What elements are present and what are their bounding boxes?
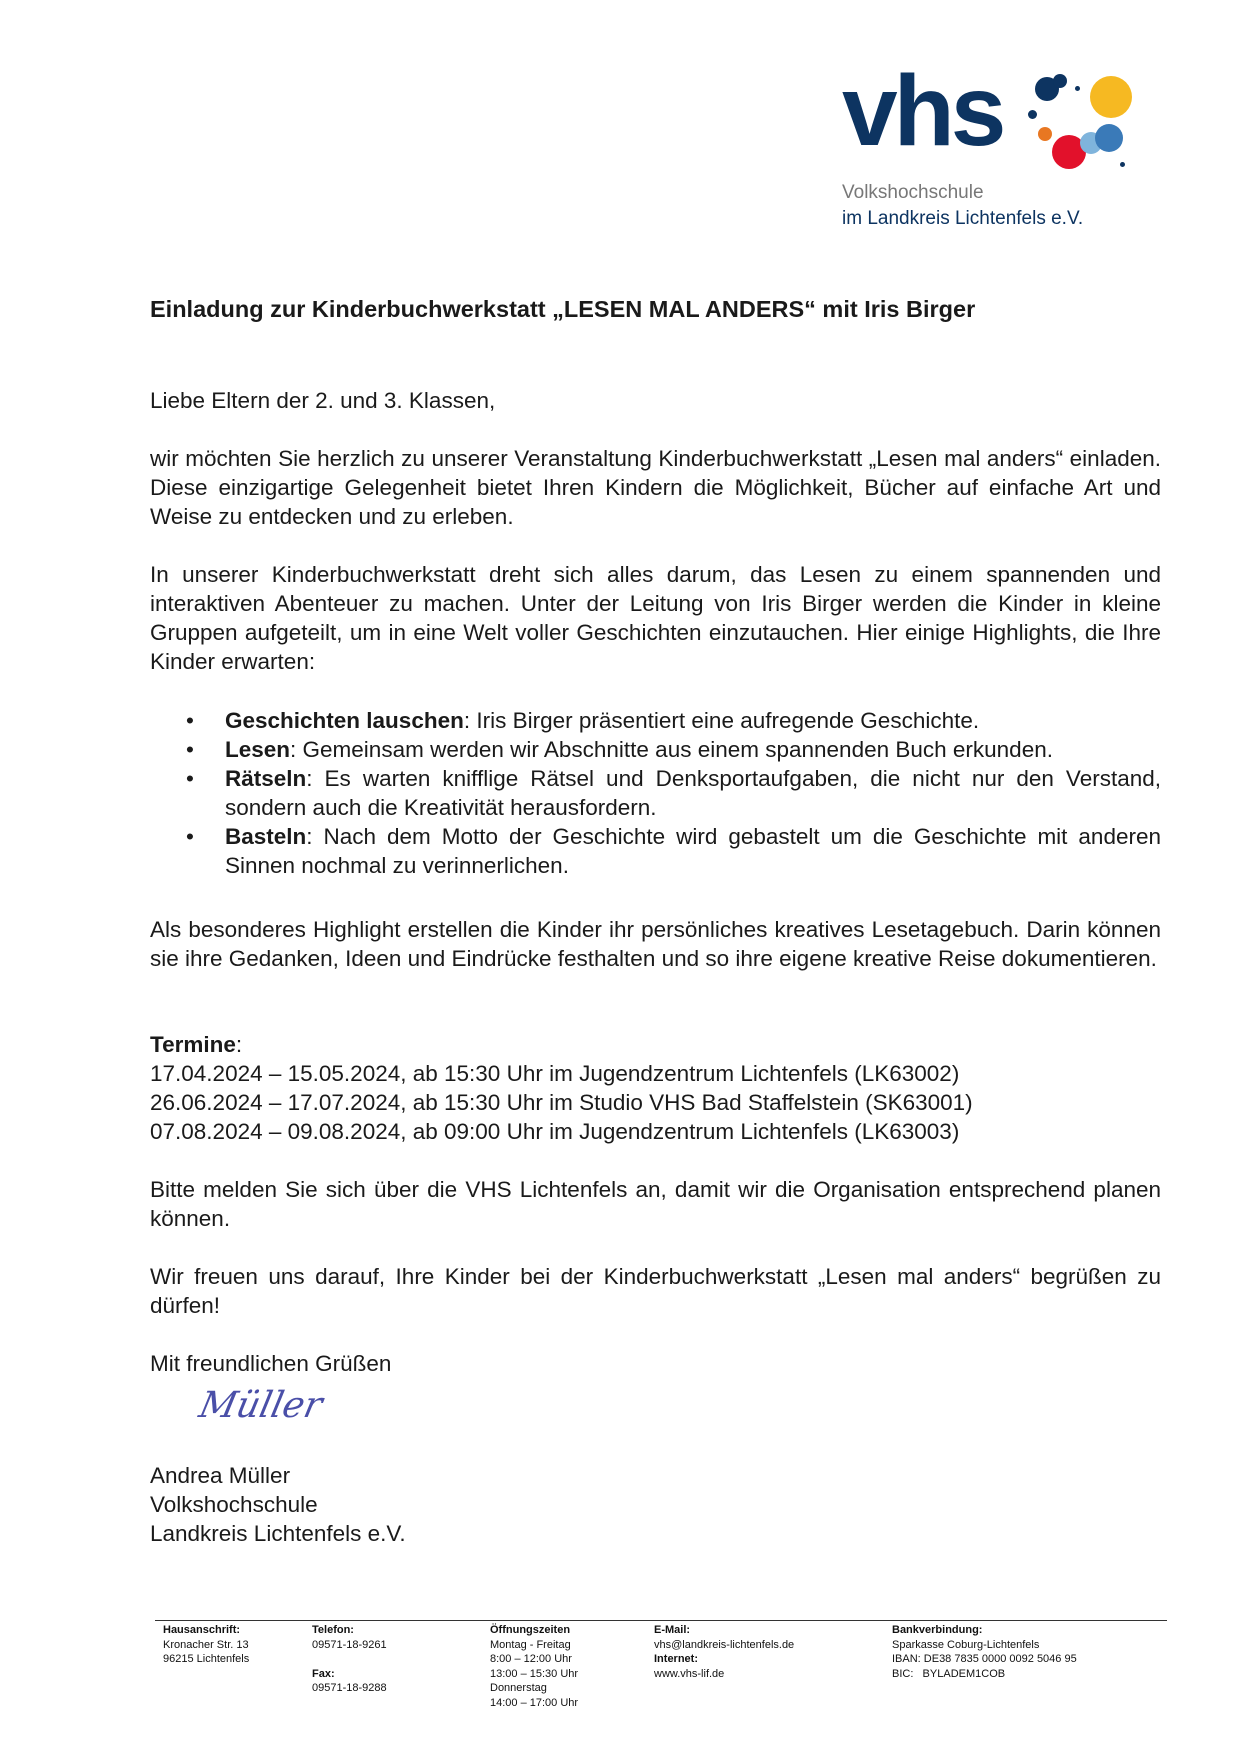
highlight-text: : Gemeinsam werden wir Abschnitte aus einem spannenden Buch erkunden.	[290, 737, 1053, 762]
footer-address	[163, 1623, 249, 1667]
logo-dot	[1038, 127, 1052, 141]
email-link[interactable]: vhs@landkreis-lichtenfels.de	[654, 1638, 795, 1651]
logo-wordmark: vhs	[842, 55, 1003, 167]
salutation: Liebe Eltern der 2. und 3. Klassen,	[150, 388, 496, 413]
footer-label: Hausanschrift:	[163, 1624, 241, 1636]
paragraph-workshop: In unserer Kinderbuchwerkstatt dreht sich alles darum, das Lesen zu einem spannenden und interaktiven Abenteuer zu machen. Unter der Leitung von Iris Birger werden die Kinder in kleine Gruppen aufgeteilt, um in eine Welt voller Geschichten einzutauchen. Hier einige Highlights, die Ihre Kinder erwarten:	[150, 562, 1161, 674]
closing-greeting: Mit freundlichen Grüßen	[150, 1351, 392, 1376]
footer-text: 14:00 – 17:00 Uhr	[490, 1696, 579, 1709]
highlight-term: Geschichten lauschen	[225, 708, 464, 733]
highlight-text: : Iris Birger präsentiert eine aufregende Geschichte.	[463, 708, 980, 733]
logo-dot	[1053, 74, 1067, 88]
footer-text: Montag - Freitag	[490, 1638, 571, 1651]
list-item	[150, 735, 1161, 764]
footer-label: Internet:	[654, 1653, 698, 1665]
sender-org: Volkshochschule	[150, 1492, 318, 1517]
paragraph-intro: wir möchten Sie herzlich zu unserer Veranstaltung Kinderbuchwerkstatt „Lesen mal anders“ einladen. Diese einzigartige Gelegenheit bietet Ihren Kindern die Möglichkeit, Bücher auf einfache Art und Weise zu entdecken und zu erleben.	[150, 446, 1161, 529]
footer-label: Öffnungszeiten	[490, 1624, 571, 1636]
vhs-logo	[840, 55, 1140, 237]
footer-text: Kronacher Str. 13	[163, 1638, 249, 1651]
logo-line2: im Landkreis Lichtenfels e.V.	[842, 208, 1084, 229]
website-link[interactable]: www.vhs-lif.de	[654, 1667, 725, 1680]
highlight-term: Rätseln	[225, 766, 307, 791]
footer-text: BIC: BYLADEM1COB	[892, 1667, 1006, 1680]
list-item	[150, 764, 1161, 822]
sender-block	[150, 1461, 1161, 1548]
footer-label: Fax:	[312, 1667, 335, 1680]
date-item: 17.04.2024 – 15.05.2024, ab 15:30 Uhr im Jugendzentrum Lichtenfels (LK63002)	[150, 1061, 960, 1086]
termine-label: Termine	[150, 1032, 236, 1057]
paragraph-registration: Bitte melden Sie sich über die VHS Lichtenfels an, damit wir die Organisation entsprechend planen können.	[150, 1177, 1161, 1231]
termine-colon: :	[235, 1032, 243, 1057]
highlight-text: : Es warten knifflige Rätsel und Denksportaufgaben, die nicht nur den Verstand, sondern auch die Kreativität herausfordern.	[225, 766, 1161, 820]
logo-dot	[1095, 124, 1123, 152]
termine-section	[150, 1030, 1161, 1146]
footer-text: 96215 Lichtenfels	[163, 1653, 250, 1665]
sender-name: Andrea Müller	[150, 1463, 291, 1488]
footer-divider	[155, 1620, 1167, 1621]
date-item: 26.06.2024 – 17.07.2024, ab 15:30 Uhr im Studio VHS Bad Staffelstein (SK63001)	[150, 1090, 973, 1115]
footer-phone	[312, 1623, 387, 1696]
list-item	[150, 822, 1161, 880]
highlight-term: Lesen	[225, 737, 291, 762]
footer-hours	[490, 1623, 578, 1710]
handwritten-signature: Müller	[195, 1385, 326, 1426]
footer-text: Donnerstag	[490, 1682, 547, 1694]
logo-dot	[1028, 110, 1037, 119]
footer-text: 8:00 – 12:00 Uhr	[490, 1653, 572, 1665]
logo-dot	[1075, 86, 1080, 91]
fax-number: 09571-18-9288	[312, 1682, 387, 1694]
highlights-list	[150, 706, 1161, 880]
sender-org-location: Landkreis Lichtenfels e.V.	[150, 1521, 406, 1546]
list-item	[150, 706, 1161, 735]
footer-text: Sparkasse Coburg-Lichtenfels	[892, 1638, 1040, 1651]
highlight-text: : Nach dem Motto der Geschichte wird gebastelt um die Geschichte mit anderen Sinnen nochmal zu verinnerlichen.	[225, 824, 1161, 878]
letter-title: Einladung zur Kinderbuchwerkstatt „LESEN MAL ANDERS“ mit Iris Birger	[150, 296, 976, 322]
logo-dot	[1090, 76, 1132, 118]
highlight-term: Basteln	[225, 824, 307, 849]
footer-label: Telefon:	[312, 1624, 354, 1636]
logo-dot	[1120, 162, 1125, 167]
footer-bank	[892, 1623, 1077, 1681]
footer-text: IBAN: DE38 7835 0000 0092 5046 95	[892, 1653, 1077, 1665]
footer-label: Bankverbindung:	[892, 1624, 983, 1636]
footer-text: 13:00 – 15:30 Uhr	[490, 1667, 579, 1680]
paragraph-lesetagebuch: Als besonderes Highlight erstellen die Kinder ihr persönliches kreatives Lesetagebuch. Darin können sie ihre Gedanken, Ideen und Eindrücke festhalten und so ihre eigene kreative Reise dokumentieren.	[150, 917, 1161, 971]
logo-line1: Volkshochschule	[842, 182, 984, 203]
date-item: 07.08.2024 – 09.08.2024, ab 09:00 Uhr im Jugendzentrum Lichtenfels (LK63003)	[150, 1119, 960, 1144]
footer-label: E-Mail:	[654, 1624, 691, 1636]
phone-number: 09571-18-9261	[312, 1638, 387, 1651]
paragraph-closing: Wir freuen uns darauf, Ihre Kinder bei der Kinderbuchwerkstatt „Lesen mal anders“ begrüßen zu dürfen!	[150, 1264, 1161, 1318]
footer-contact	[654, 1623, 794, 1681]
